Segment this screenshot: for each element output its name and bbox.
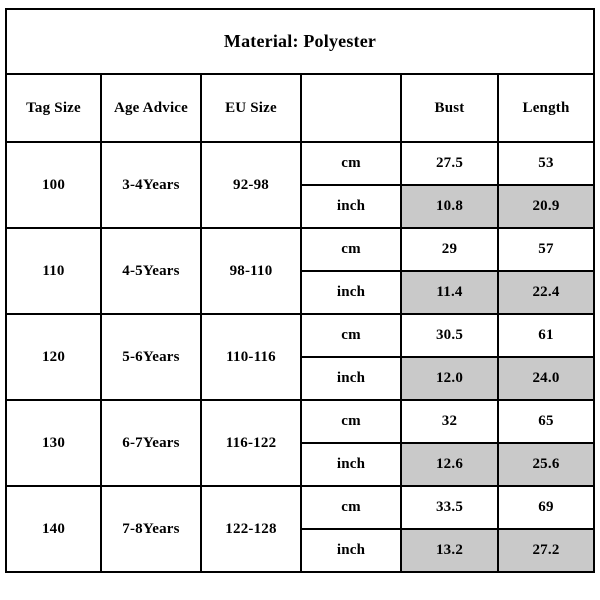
- bust-cm-value: 29: [401, 228, 498, 271]
- length-inch-value: 20.9: [498, 185, 594, 228]
- header-eu-size: EU Size: [201, 74, 301, 142]
- age-advice-value: 5-6Years: [101, 314, 201, 400]
- eu-size-value: 98-110: [201, 228, 301, 314]
- bust-inch-value: 12.0: [401, 357, 498, 400]
- bust-inch-value: 11.4: [401, 271, 498, 314]
- size-120-cm-row: [6, 314, 594, 357]
- bust-inch-value: 10.8: [401, 185, 498, 228]
- length-inch-value: 25.6: [498, 443, 594, 486]
- size-chart-table: [5, 8, 595, 573]
- length-cm-value: 53: [498, 142, 594, 185]
- unit-cm-label: cm: [301, 228, 401, 271]
- unit-cm-label: cm: [301, 314, 401, 357]
- age-advice-value: 3-4Years: [101, 142, 201, 228]
- bust-cm-value: 27.5: [401, 142, 498, 185]
- header-age-advice: Age Advice: [101, 74, 201, 142]
- tag-size-value: 140: [6, 486, 101, 572]
- size-100-cm-row: [6, 142, 594, 185]
- size-140-cm-row: [6, 486, 594, 529]
- eu-size-value: 110-116: [201, 314, 301, 400]
- length-inch-value: 27.2: [498, 529, 594, 572]
- material-header-row: [6, 9, 594, 74]
- tag-size-value: 110: [6, 228, 101, 314]
- eu-size-value: 122-128: [201, 486, 301, 572]
- bust-cm-value: 32: [401, 400, 498, 443]
- header-bust: Bust: [401, 74, 498, 142]
- bust-inch-value: 12.6: [401, 443, 498, 486]
- length-cm-value: 69: [498, 486, 594, 529]
- unit-inch-label: inch: [301, 357, 401, 400]
- header-tag-size: Tag Size: [6, 74, 101, 142]
- header-length: Length: [498, 74, 594, 142]
- bust-cm-value: 33.5: [401, 486, 498, 529]
- length-cm-value: 65: [498, 400, 594, 443]
- size-110-cm-row: [6, 228, 594, 271]
- eu-size-value: 116-122: [201, 400, 301, 486]
- unit-inch-label: inch: [301, 185, 401, 228]
- unit-inch-label: inch: [301, 443, 401, 486]
- unit-cm-label: cm: [301, 142, 401, 185]
- length-inch-value: 24.0: [498, 357, 594, 400]
- bust-cm-value: 30.5: [401, 314, 498, 357]
- bust-inch-value: 13.2: [401, 529, 498, 572]
- eu-size-value: 92-98: [201, 142, 301, 228]
- unit-inch-label: inch: [301, 529, 401, 572]
- tag-size-value: 130: [6, 400, 101, 486]
- tag-size-value: 100: [6, 142, 101, 228]
- unit-inch-label: inch: [301, 271, 401, 314]
- unit-cm-label: cm: [301, 400, 401, 443]
- age-advice-value: 6-7Years: [101, 400, 201, 486]
- size-chart-container: [5, 8, 593, 573]
- header-unit-blank: [301, 74, 401, 142]
- length-cm-value: 57: [498, 228, 594, 271]
- age-advice-value: 7-8Years: [101, 486, 201, 572]
- age-advice-value: 4-5Years: [101, 228, 201, 314]
- column-header-row: [6, 74, 594, 142]
- tag-size-value: 120: [6, 314, 101, 400]
- length-cm-value: 61: [498, 314, 594, 357]
- size-130-cm-row: [6, 400, 594, 443]
- length-inch-value: 22.4: [498, 271, 594, 314]
- material-title: Material: Polyester: [6, 9, 594, 74]
- unit-cm-label: cm: [301, 486, 401, 529]
